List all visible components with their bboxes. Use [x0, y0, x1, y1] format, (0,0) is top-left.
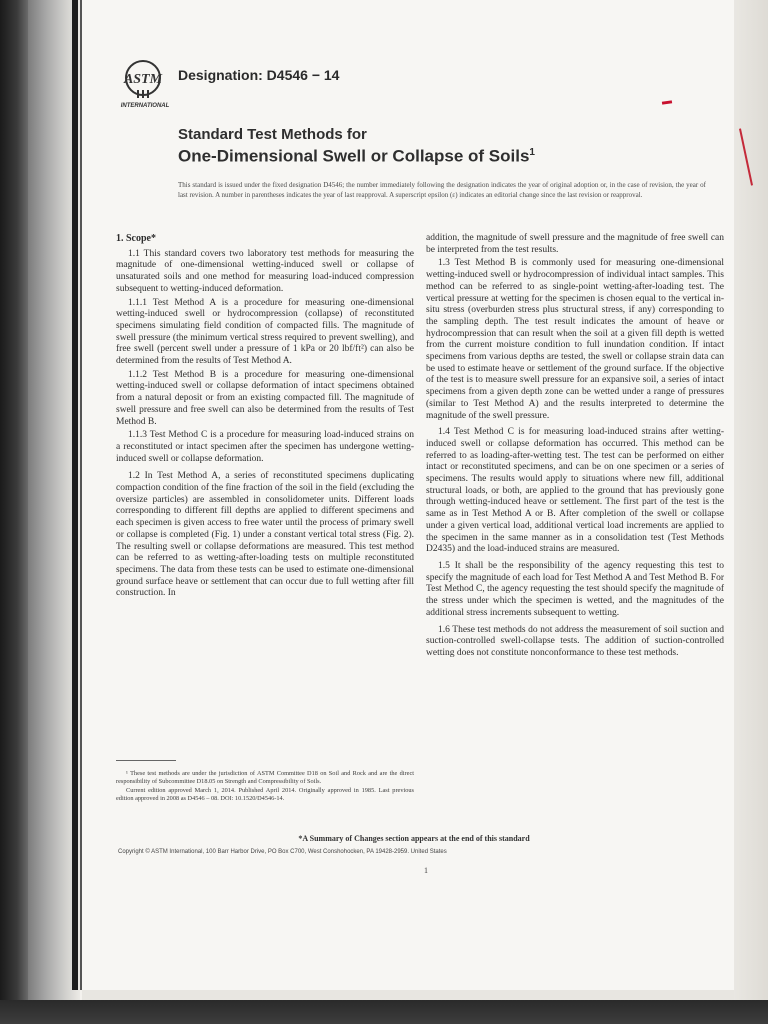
- section-heading-scope: 1. Scope*: [116, 233, 156, 244]
- right-column: [426, 233, 724, 662]
- paragraph-1-4: 1.4 Test Method C is for measuring load-induced strains after wetting-induced swell or collapse deformation has occurred. This method can be referred to as loading-after-wetting test. The test can be performed on either intact or reconstituted specimens, and can be on one specimen or a series of specimens. The results would apply to situations where new fill, additional structural loads, or both, are applied to the ground that has previously gone through wetting-induced heave or settlement. The first part of the test is the same as in Test Method A or B. After completion of the swell or collapse under a given vertical load, additional vertical load increments are applied to the specimen in the same manner as in a consolidation test (Test Methods D2435) and the load-induced strains are measured.: [426, 427, 724, 555]
- footnote-edition: Current edition approved March 1, 2014. Published April 2014. Originally approved in 1985. Last previous edition approved in 2008 as D4546 – 08. DOI: 10.1520/D4546-14.: [116, 786, 414, 803]
- footnote-divider: [116, 760, 176, 761]
- scan-shadow-left: [0, 0, 28, 1024]
- title-line-2: One-Dimensional Swell or Collapse of Soils$^1$: [178, 146, 535, 166]
- document-title: [178, 126, 535, 166]
- logo-international-label: INTERNATIONAL: [120, 103, 170, 109]
- left-column: [116, 233, 414, 602]
- paragraph-1-1-3: 1.1.3 Test Method C is a procedure for measuring load-induced strains on a reconstituted or intact specimen after the specimen has undergone wetting-induced swell or collapse deformation.: [116, 430, 414, 464]
- footnote: [116, 770, 414, 804]
- scan-shadow-right: [734, 0, 768, 1024]
- paragraph-1-5: 1.5 It shall be the responsibility of the agency requesting this test to specify the magnitude of each load for Test Method A and Test Method B. For Test Method C, the agency requesting the test should specify the magnitude of the stress under which the specimen is wetted, and the magnitudes of the additional stress increments subsequent to wetting.: [426, 560, 724, 618]
- paragraph-1-1-1: 1.1.1 Test Method A is a procedure for measuring one-dimensional wetting-induced swell or hydrocompression (collapse) of reconstituted specimens simulating field condition of compacted fills. The magnitude of swell pressure (the minimum vertical stress required to prevent swelling), and free swell (percent swell under a pressure of 1 kPa or 20 lbf/ft²) can also be determined from the results of Test Method A.: [116, 297, 414, 367]
- standard-intro-note: This standard is issued under the fixed designation D4546; the number immediately following the designation indicates the year of original adoption or, in the case of revision, the year of last revision. A number in parentheses indicates the year of last reapproval. A superscript epsilon (ε) indicates an editorial change since the last revision or reapproval.: [178, 181, 706, 199]
- paragraph-1-6: 1.6 These test methods do not address the measurement of soil suction and suction-controlled swell-collapse tests. The addition of suction-controlled wetting does not constitute nonconformance to these test methods.: [426, 624, 724, 658]
- paragraph-1-3: 1.3 Test Method B is commonly used for measuring one-dimensional wetting-induced swell or hydrocompression of individual intact samples. This method can be referred to as single-point wetting-after-loading test. The vertical pressure at wetting for the specimen is chosen equal to the vertical in-situ stress (overburden stress plus structural stress, if any) corresponding to the sampling depth. The test result indicates the amount of heave or hydrocompression that can result when the soil at a given fill depth is wetted from the current moisture condition to full inundation condition. If intact specimens from various depths are tested, the swell or collapse strain data can be used to estimate heave or settlement of the ground surface. If the objective of the test is to measure swell pressure for an expansive soil, a series of intact specimens from a given depth zone can be wetted under a range of pressures (similar to Test Method A) and the results interpreted to determine the magnitude of the swell pressure.: [426, 258, 724, 421]
- title-line-1: Standard Test Methods for: [178, 126, 367, 143]
- footnote-jurisdiction: ¹ These test methods are under the jurisdiction of ASTM Committee D18 on Soil and Rock and are the direct responsibility of Subcommittee D18.05 on Strength and Compressibility of Soils.: [116, 770, 414, 786]
- paragraph-1-1-2: 1.1.2 Test Method B is a procedure for measuring one-dimensional wetting-induced swell or collapse deformation of intact specimens obtained from a natural deposit or from an existing compacted fill. The magnitude of swell pressure and free swell can also be determined from the results of Test Method B.: [116, 369, 414, 427]
- title-footnote-ref: 1: [529, 147, 535, 158]
- scan-shadow-bottom: [0, 1000, 768, 1024]
- designation-label: Designation: D4546 − 14: [178, 67, 340, 83]
- page-number: 1: [424, 866, 428, 875]
- svg-text:ASTM: ASTM: [123, 72, 163, 87]
- paragraph-1-1: 1.1 This standard covers two laboratory test methods for measuring the magnitude of one-dimensional wetting-induced swell or collapse of unsaturated soils and one method for measuring load-induced compression subsequent to wetting-induced deformation.: [116, 248, 414, 294]
- astm-logo-icon: [116, 56, 174, 112]
- page-bottom-edge: [82, 990, 734, 1000]
- paragraph-1-2: 1.2 In Test Method A, a series of reconstituted specimens duplicating compaction condition of the fine fraction of the soil in the field (excluding the oversize particles) are assembled in consolidometer units. Different loads corresponding to different fill depths are applied to different specimens and each specimen is given access to free water until the process of primary swell or collapse is completed (Fig. 1) under a constant vertical total stress (Fig. 2). The resulting swell or collapse deformations are measured. This test method can be referred to as wetting-after-loading tests on multiple reconstituted specimens. The data from these tests can be used to estimate one-dimensional ground surface heave or settlement that can occur due to full wetting after fill construction. In: [116, 471, 414, 599]
- summary-of-changes-note: *A Summary of Changes section appears at the end of this standard: [298, 834, 530, 843]
- paragraph-continued: addition, the magnitude of swell pressure and the magnitude of free swell can be interpreted from the test results.: [426, 233, 724, 255]
- copyright-line: Copyright © ASTM International, 100 Barr Harbor Drive, PO Box C700, West Conshohocken, PA 19428-2959. United States: [118, 849, 447, 855]
